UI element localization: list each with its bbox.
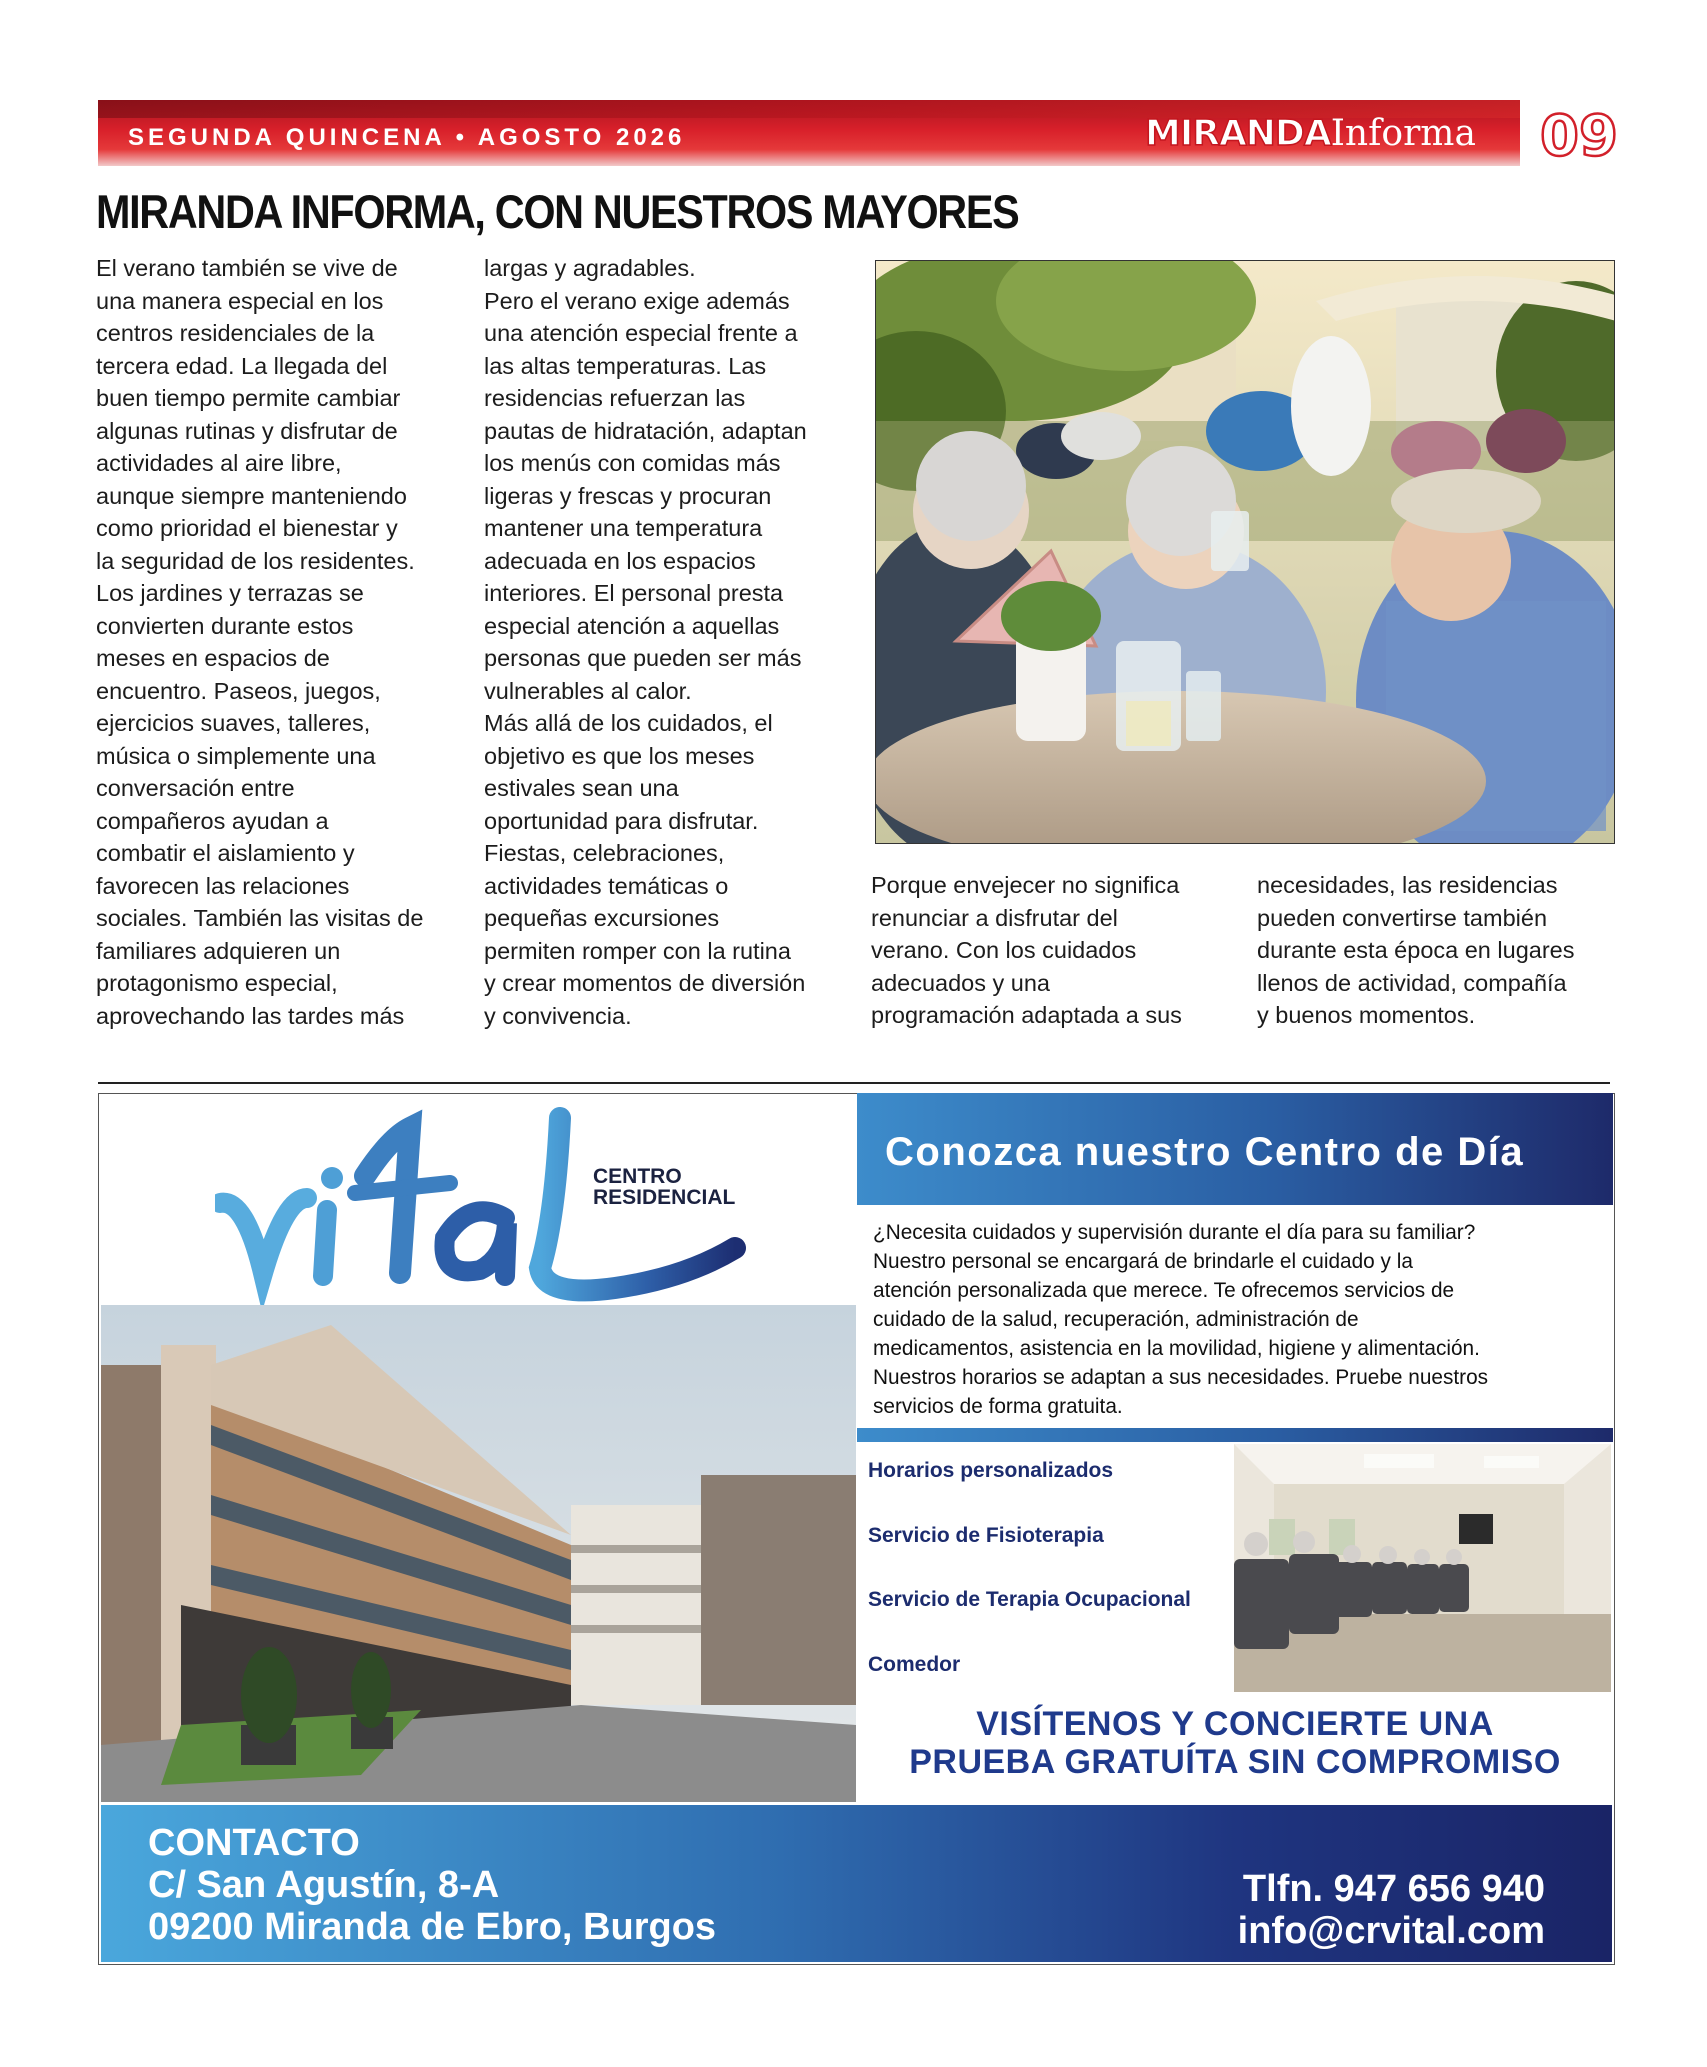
address-line-1: C/ San Agustín, 8-A (148, 1864, 500, 1906)
service-item: Servicio de Fisioterapia (868, 1524, 1104, 1547)
text-line: pautas de hidratación, adaptan (484, 417, 807, 444)
contact-label: CONTACTO (148, 1822, 360, 1864)
text-line: aprovechando las tardes más (96, 1002, 405, 1029)
text-line: vulnerables al calor. (484, 677, 692, 704)
text-line: necesidades, las residencias (1257, 872, 1558, 898)
text-line: una manera especial en los (96, 287, 384, 314)
text-line: objetivo es que los meses (484, 742, 755, 769)
text-line: Los jardines y terrazas se (96, 580, 364, 606)
text-line: Porque envejecer no significa (871, 872, 1180, 898)
text-line: especial atención a aquellas (484, 612, 780, 639)
text-line: Fiestas, celebraciones, (484, 840, 725, 866)
text-line: actividades al aire libre, (96, 450, 342, 476)
text-line: sociales. También las visitas de (96, 905, 424, 931)
text-line: El verano también se vive de (96, 255, 398, 281)
text-line: mantener una temperatura (484, 515, 763, 541)
phone-number: Tlfn. 947 656 940 (1242, 1868, 1545, 1910)
article-column-2 (484, 252, 807, 1032)
logo-subtitle-line1: CENTRO (593, 1165, 682, 1188)
ad-body-text (873, 1218, 1488, 1421)
contact-details (1100, 1868, 1545, 1952)
seniors-terrace-photo (875, 260, 1615, 844)
article-column-4 (1257, 869, 1574, 1032)
ad-strip (857, 1428, 1613, 1442)
text-line: Nuestros horarios se adaptan a sus necesidades. Pruebe nuestros (873, 1366, 1489, 1389)
text-line: protagonismo especial, (96, 970, 338, 996)
issue-date: SEGUNDA QUINCENA • AGOSTO 2026 (128, 124, 686, 151)
text-line: residencias refuerzan las (484, 385, 746, 411)
text-line: compañeros ayudan a (96, 807, 329, 834)
text-line: ligeras y frescas y procuran (484, 482, 772, 509)
residence-building-photo (101, 1305, 856, 1802)
masthead-bold: MIRANDA (1145, 113, 1331, 154)
text-line: ejercicios suaves, talleres, (96, 710, 371, 736)
cta-line-1: VISÍTENOS Y CONCIERTE UNA (976, 1705, 1494, 1743)
text-line: programación adaptada a sus (871, 1002, 1182, 1028)
text-line: verano. Con los cuidados (871, 937, 1137, 963)
text-line: conversación entre (96, 775, 295, 801)
text-line: favorecen las relaciones (96, 872, 350, 899)
text-line: llenos de actividad, compañía (1257, 969, 1567, 996)
text-line: ¿Necesita cuidados y supervisión durante el día para su familiar? (873, 1221, 1476, 1244)
service-item: Horarios personalizados (868, 1459, 1114, 1482)
text-line: los menús con comidas más (484, 450, 781, 476)
text-line: durante esta época en lugares (1257, 937, 1575, 963)
contact-block (148, 1822, 716, 1948)
text-line: cuidado de la salud, recuperación, administración de (873, 1308, 1359, 1331)
text-line: algunas rutinas y disfrutar de (96, 417, 398, 444)
text-line: oportunidad para disfrutar. (484, 807, 759, 834)
text-line: permiten romper con la rutina (484, 937, 791, 964)
text-line: Nuestro personal se encargará de brindarle el cuidado y la (873, 1250, 1413, 1273)
text-line: como prioridad el bienestar y (96, 515, 398, 541)
text-line: música o simplemente una (96, 742, 376, 769)
text-line: combatir el aislamiento y (96, 840, 355, 866)
text-line: renunciar a disfrutar del (871, 904, 1118, 931)
text-line: largas y agradables. (484, 255, 696, 281)
text-line: las altas temperaturas. Las (484, 352, 767, 379)
text-line: personas que pueden ser más (484, 645, 802, 671)
text-line: adecuados y una (871, 969, 1051, 996)
logo-subtitle-line2: RESIDENCIAL (593, 1186, 736, 1209)
text-line: meses en espacios de (96, 645, 330, 671)
cta-line-2: PRUEBA GRATUÍTA SIN COMPROMISO (909, 1743, 1561, 1781)
masthead-logo (1145, 112, 1476, 154)
text-line: medicamentos, asistencia en la movilidad, higiene y alimentación. (873, 1337, 1480, 1360)
text-line: atención personalizada que merece. Te ofrecemos servicios de (873, 1279, 1455, 1302)
address-line-2: 09200 Miranda de Ebro, Burgos (148, 1906, 717, 1948)
article-column-1 (96, 252, 423, 1032)
page-number: 09 (1540, 104, 1618, 169)
logo-subtitle (593, 1166, 735, 1208)
ad-title: Conozca nuestro Centro de Día (885, 1130, 1525, 1174)
text-line: centros residenciales de la (96, 320, 375, 346)
text-line: actividades temáticas o (484, 872, 729, 899)
text-line: y buenos momentos. (1257, 1002, 1476, 1028)
text-line: la seguridad de los residentes. (96, 547, 415, 574)
text-line: y crear momentos de diversión (484, 970, 806, 996)
text-line: buen tiempo permite cambiar (96, 385, 401, 411)
text-line: tercera edad. La llegada del (96, 352, 388, 379)
text-line: encuentro. Paseos, juegos, (96, 677, 381, 704)
section-divider (98, 1082, 1610, 1084)
email-address[interactable]: info@crvital.com (1237, 1910, 1545, 1952)
text-line: adecuada en los espacios (484, 547, 756, 574)
article-column-3 (871, 869, 1182, 1032)
text-line: estivales sean una (484, 775, 679, 801)
lounge-room-photo (1234, 1444, 1611, 1692)
service-item: Servicio de Terapia Ocupacional (868, 1588, 1191, 1611)
text-line: servicios de forma gratuita. (873, 1395, 1123, 1418)
text-line: Más allá de los cuidados, el (484, 710, 773, 736)
text-line: aunque siempre manteniendo (96, 482, 407, 509)
cta-text (857, 1705, 1613, 1781)
text-line: convierten durante estos (96, 612, 354, 639)
article-title: MIRANDA INFORMA, CON NUESTROS MAYORES (96, 185, 1019, 238)
text-line: familiares adquieren un (96, 937, 341, 964)
text-line: pueden convertirse también (1257, 904, 1548, 931)
text-line: Pero el verano exige además (484, 287, 790, 314)
text-line: pequeñas excursiones (484, 905, 720, 931)
service-item: Comedor (868, 1653, 961, 1676)
text-line: una atención especial frente a (484, 320, 798, 346)
text-line: interiores. El personal presta (484, 580, 784, 606)
masthead-light: Informa (1330, 113, 1476, 154)
text-line: y convivencia. (484, 1002, 632, 1029)
